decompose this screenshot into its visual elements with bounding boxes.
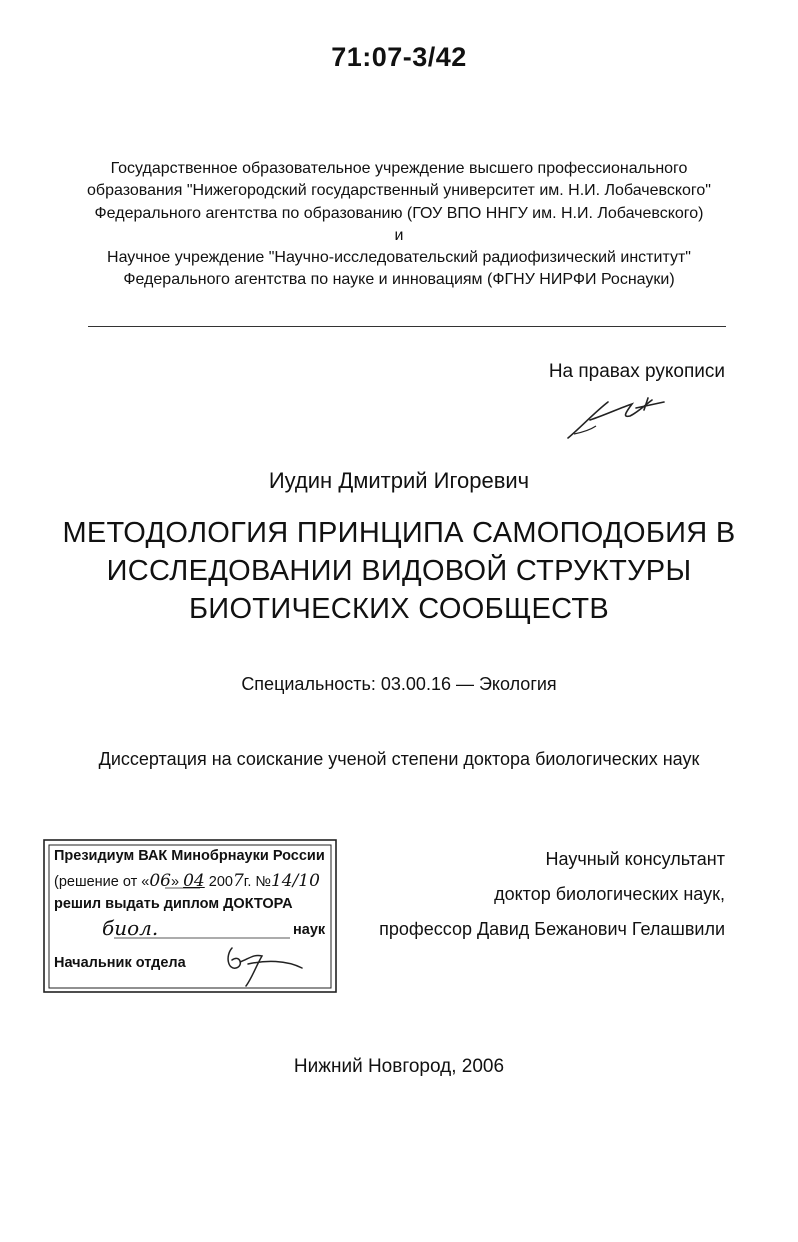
title-line: БИОТИЧЕСКИХ СООБЩЕСТВ bbox=[188, 593, 610, 625]
stamp-line-presidium: Президиум ВАК Минобрнауки России bbox=[54, 848, 325, 864]
stamp-field-handwritten: биол. bbox=[102, 916, 159, 940]
institution-line: образования "Нижегородский государственный университет им. Н.И. Лобачевского" bbox=[87, 182, 711, 200]
decision-day: 06 bbox=[149, 871, 171, 891]
dissertation-title bbox=[0, 514, 798, 628]
consultant-line: профессор Давид Бежанович Гелашвили bbox=[379, 919, 725, 939]
decision-month: 04 bbox=[183, 871, 205, 891]
title-line: ИССЛЕДОВАНИИ ВИДОВОЙ СТРУКТУРЫ bbox=[106, 555, 692, 587]
author-name: Иудин Дмитрий Игоревич bbox=[268, 468, 530, 493]
rights-note: На правах рукописи bbox=[548, 361, 725, 382]
institution-line: и bbox=[394, 226, 404, 244]
institution-line: Научное учреждение "Научно-исследовательский радиофизический институт" bbox=[107, 249, 691, 267]
year-digit: 7 bbox=[232, 871, 244, 891]
city-year: Нижний Новгород, 2006 bbox=[293, 1056, 505, 1077]
specialty: Специальность: 03.00.16 — Экология bbox=[241, 674, 557, 694]
shelfmark-number: 71:07-3/42 bbox=[331, 42, 467, 72]
author-signature bbox=[560, 390, 670, 445]
consultant-line: доктор биологических наук, bbox=[494, 884, 725, 904]
stamp-line-decision bbox=[54, 871, 320, 891]
institution-block bbox=[0, 158, 798, 292]
year-suffix: г. № bbox=[243, 874, 271, 890]
scientific-consultant bbox=[379, 842, 725, 947]
institution-line: Федерального агентства по образованию (ГОУ ВПО ННГУ им. Н.И. Лобачевского) bbox=[94, 204, 704, 222]
decision-prefix: (решение от « bbox=[54, 874, 150, 890]
decision-number: 14/10 bbox=[270, 871, 320, 891]
institution-line: Государственное образовательное учреждение высшего профессионального bbox=[110, 160, 688, 177]
stamp-field-suffix: наук bbox=[293, 922, 326, 938]
stamp-line-diploma: решил выдать диплом ДОКТОРА bbox=[54, 896, 293, 912]
consultant-line: Научный консультант bbox=[545, 849, 725, 869]
institution-line: Федерального агентства по науке и инновациям (ФГНУ НИРФИ Роснауки) bbox=[123, 271, 675, 289]
decision-sep: » bbox=[170, 874, 180, 890]
year-prefix: 200 bbox=[208, 874, 233, 890]
title-line: МЕТОДОЛОГИЯ ПРИНЦИПА САМОПОДОБИЯ В bbox=[62, 517, 736, 549]
header-divider bbox=[88, 326, 726, 327]
vak-stamp bbox=[40, 836, 338, 996]
stamp-line-head: Начальник отдела bbox=[54, 955, 186, 971]
degree-statement: Диссертация на соискание ученой степени доктора биологических наук bbox=[98, 749, 700, 769]
